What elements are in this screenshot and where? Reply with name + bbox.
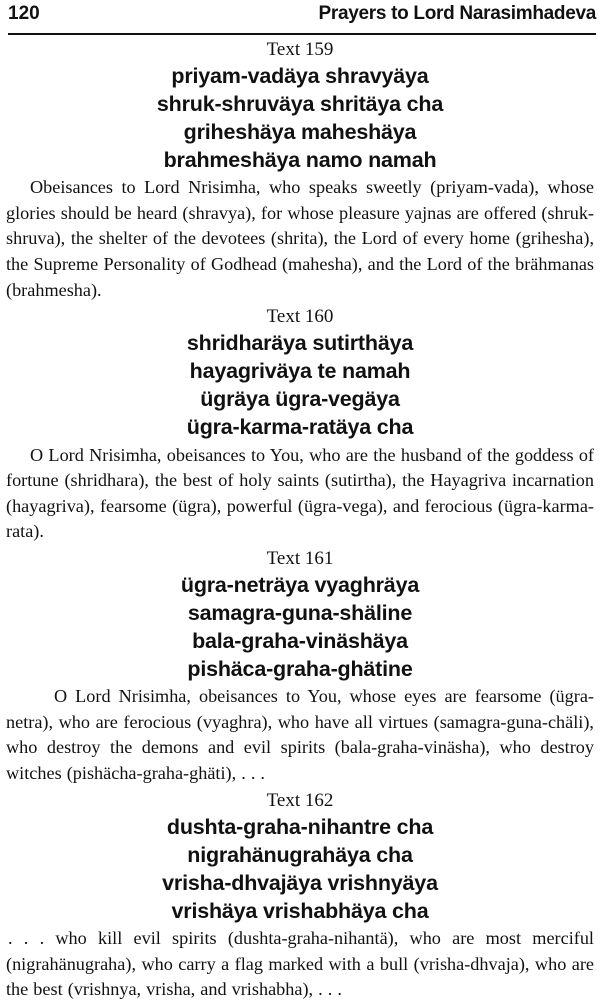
verse-line: bala-graha-vinäshäya [192,629,408,654]
verse-line: vrishäya vrishabhäya cha [171,898,429,923]
sanskrit-verse [6,571,594,683]
text-section-161 [6,547,594,787]
text-section-162 [6,789,594,1003]
translation-paragraph: O Lord Nrisimha, obeisances to You, who are the husband of the goddess of fortune (shridhara), the best of holy saints (sutirtha), the Hayagriva incarnation (hayagriva), fearsome (ügra), powerful (ügra-vega), and ferocious (ügra-karma-rata). [6,444,594,542]
verse-line: shridharäya sutirthäya [186,331,414,356]
translation-paragraph: . . . who kill evil spirits (dushta-graha-nihantä), who are most merciful (nigrahänugraha), who carry a flag marked with a bull (vrisha-dhvaja), who are the best (vrishnya, vrisha, and vrishabha), . . . [6,927,594,1000]
translation-paragraph: Obeisances to Lord Nrisimha, who speaks sweetly (priyam-vada), whose glories should be heard (shravya), for whose pleasure yajnas are offered (shruk-shruva), the shelter of the devotees (shrita), the Lord of every home (grihesha), the Supreme Personality of Godhead (mahesha), and the Lord of the brähmanas (brahmesha). [6,177,594,300]
text-section-160 [6,305,594,545]
text-section-159 [6,38,594,303]
running-header [8,0,596,35]
verse-line: dushta-graha-nihantre cha [166,814,434,839]
text-number-label: Text 159 [266,39,334,60]
verse-line: ügräya ügra-vegäya [200,387,400,412]
verse-line: ügra-karma-ratäya cha [186,415,414,440]
running-title: Prayers to Lord Narasimhadeva [318,3,596,24]
verse-line: vrisha-dhvajäya vrishnyäya [162,870,438,895]
text-number-label: Text 160 [266,306,334,328]
verse-line: ügra-neträya vyaghräya [180,572,420,597]
verse-line: samagra-guna-shäline [187,601,413,626]
page-body [6,38,594,1005]
verse-line: nigrahänugrahäya cha [187,842,413,867]
verse-line: pishäca-graha-ghätine [187,657,413,682]
page-number: 120 [8,3,40,24]
verse-line: hayagriväya te namah [189,359,411,384]
text-number-label: Text 161 [266,547,334,569]
sanskrit-verse [6,62,594,174]
sanskrit-verse [6,813,594,925]
verse-line: priyam-vadäya shravyäya [171,64,429,88]
verse-line: griheshäya maheshäya [183,120,417,145]
verse-line: shruk-shruväya shritäya cha [156,92,444,117]
sanskrit-verse [6,329,594,441]
translation-paragraph: O Lord Nrisimha, obeisances to You, whose eyes are fearsome (ügra-netra), who are ferocious (vyaghra), who have all virtues (samagra-guna-chäli), who destroy the demons and evil spirits (bala-graha-vinäsha), who destroy witches (pishächa-graha-ghäti), . . . [6,686,594,784]
text-number-label: Text 162 [266,789,334,811]
verse-line: brahmeshäya namo namah [163,148,437,173]
